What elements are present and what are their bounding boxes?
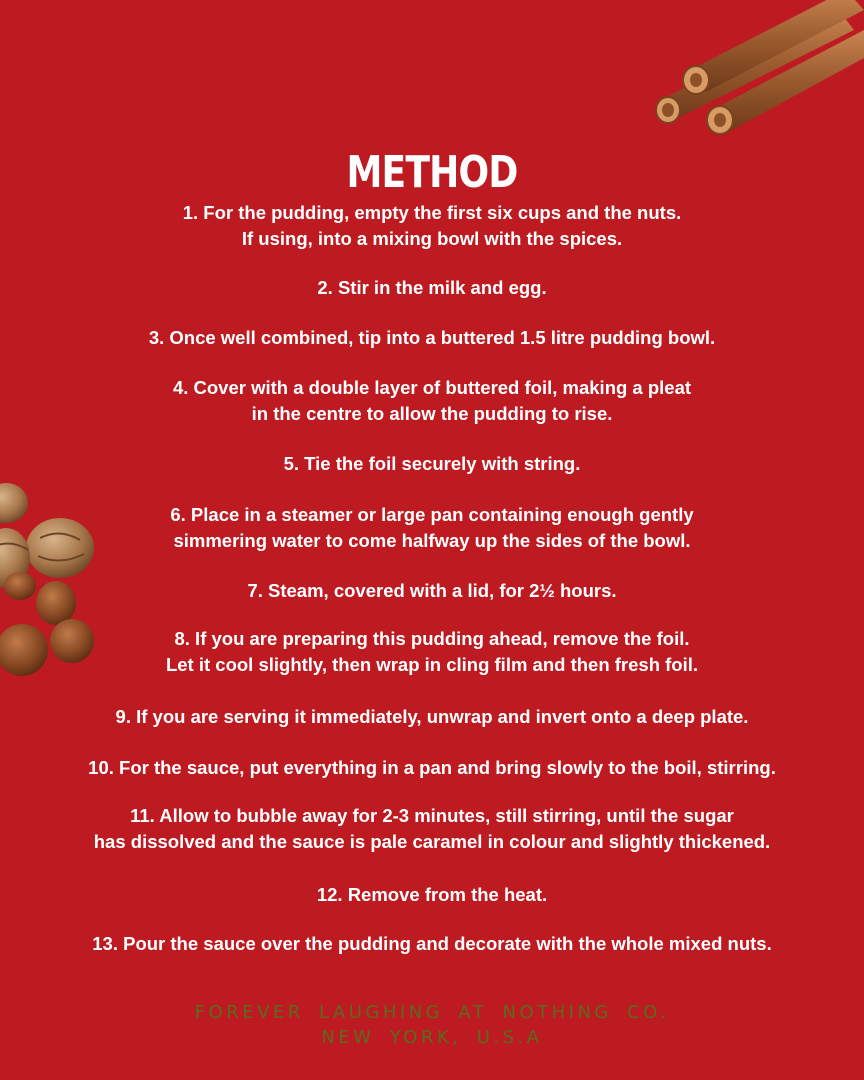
page-title: METHOD xyxy=(346,147,518,199)
method-step xyxy=(0,275,864,301)
method-step xyxy=(0,578,864,604)
method-step-line: 13. Pour the sauce over the pudding and decorate with the whole mixed nuts. xyxy=(92,933,772,954)
method-step-line: in the centre to allow the pudding to rise. xyxy=(251,402,613,424)
method-step-line: Let it cool slightly, then wrap in cling film and then fresh foil. xyxy=(165,653,699,675)
method-step-line: 7. Steam, covered with a lid, for 2½ hours. xyxy=(247,580,617,601)
footer-location: NEW YORK, U.S.A xyxy=(321,1027,543,1048)
method-step xyxy=(0,803,864,854)
method-step-line: 2. Stir in the milk and egg. xyxy=(317,277,547,298)
method-step-line: 5. Tie the foil securely with string. xyxy=(283,453,581,474)
method-step xyxy=(0,451,864,477)
method-step-line: 1. For the pudding, empty the first six cups and the nuts. xyxy=(182,202,682,223)
method-step xyxy=(0,704,864,730)
method-step xyxy=(0,626,864,677)
method-step-line: 10. For the sauce, put everything in a pan and bring slowly to the boil, stirring. xyxy=(88,757,776,778)
method-step-line: 8. If you are preparing this pudding ahead, remove the foil. xyxy=(174,628,690,649)
footer-company-name: FOREVER LAUGHING AT NOTHING CO. xyxy=(194,1002,670,1023)
method-step-line: 3. Once well combined, tip into a buttered 1.5 litre pudding bowl. xyxy=(148,327,716,348)
method-step xyxy=(0,755,864,781)
method-step-line: simmering water to come halfway up the sides of the bowl. xyxy=(173,529,691,551)
method-step xyxy=(0,882,864,908)
method-step-line: 4. Cover with a double layer of buttered foil, making a pleat xyxy=(172,377,692,398)
method-step-line: 6. Place in a steamer or large pan containing enough gently xyxy=(170,504,694,525)
method-step xyxy=(0,325,864,351)
method-step xyxy=(0,931,864,957)
method-step xyxy=(0,375,864,426)
method-step-line: 12. Remove from the heat. xyxy=(316,884,548,905)
method-step-line: has dissolved and the sauce is pale caramel in colour and slightly thickened. xyxy=(93,830,771,852)
cinnamon-sticks-image xyxy=(650,0,864,140)
brand-footer xyxy=(0,1000,864,1050)
method-step-line: If using, into a mixing bowl with the spices. xyxy=(241,227,623,249)
method-step-line: 9. If you are serving it immediately, unwrap and invert onto a deep plate. xyxy=(115,706,749,727)
method-step xyxy=(0,502,864,553)
method-step-line: 11. Allow to bubble away for 2-3 minutes, still stirring, until the sugar xyxy=(130,805,734,826)
method-step xyxy=(0,200,864,251)
